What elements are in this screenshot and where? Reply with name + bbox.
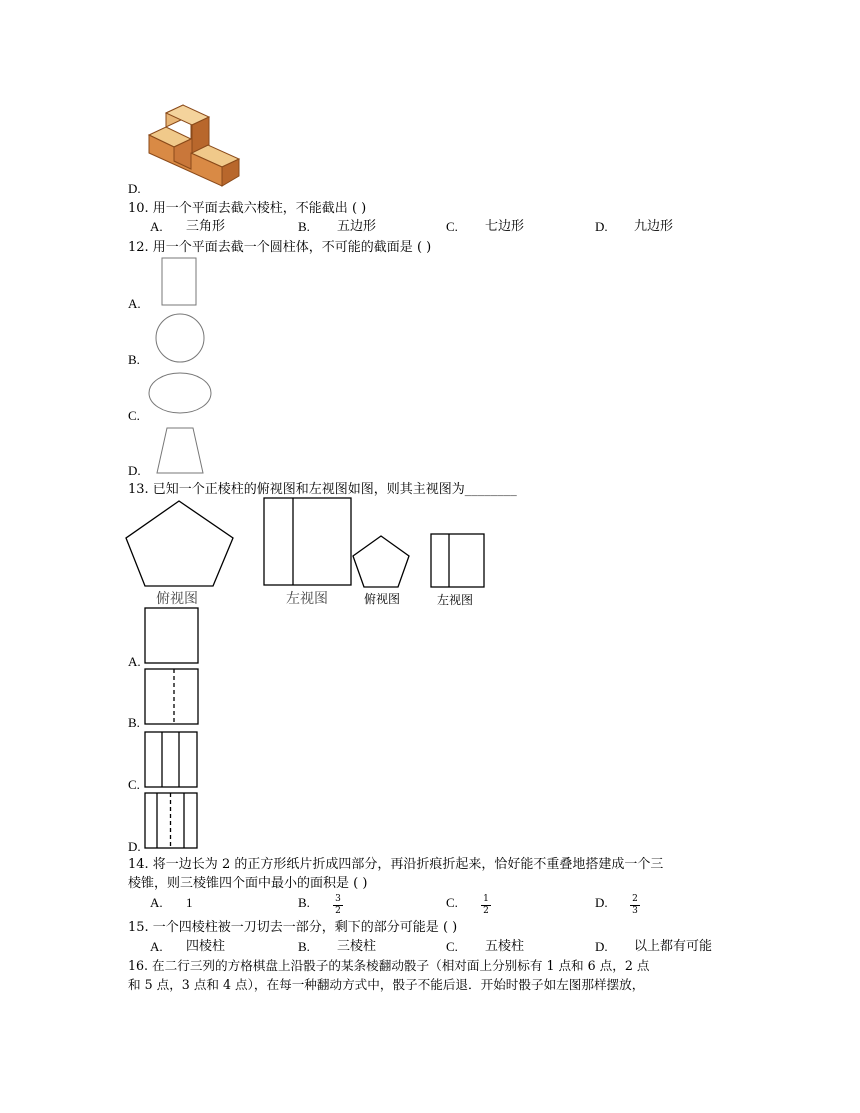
q15-stem: 15. 一个四棱柱被一刀切去一部分，剩下的部分可能是 ( ) <box>128 920 458 935</box>
q15-option-a-letter[interactable]: A. <box>150 939 163 954</box>
q14-option-b-letter[interactable]: B. <box>298 895 310 910</box>
fraction-numerator: 2 <box>632 894 638 904</box>
trapezoid-section-figure <box>155 426 215 476</box>
q10-option-b-text[interactable]: 五边形 <box>337 219 377 234</box>
q15-option-c-letter[interactable]: C. <box>446 939 458 954</box>
circle-section-figure <box>155 312 215 364</box>
q15-option-d-text[interactable]: 以上都有可能 <box>634 939 713 954</box>
q13-option-c-label[interactable]: C. <box>128 777 140 792</box>
left-view-caption-small: 左视图 <box>437 593 474 607</box>
q9-option-d-label[interactable]: D. <box>128 181 141 196</box>
q14-stem-line1: 14. 将一边长为 2 的正方形纸片折成四部分，再沿折痕折起来，恰好能不重叠地搭建成一个三 <box>128 857 664 872</box>
rectangle-section-figure <box>160 256 200 306</box>
q12-option-d-label[interactable]: D. <box>128 463 141 478</box>
q12-option-b-label[interactable]: B. <box>128 352 140 367</box>
q12-stem: 12. 用一个平面去截一个圆柱体，不可能的截面是 ( ) <box>128 240 432 255</box>
pentagon-top-view-small <box>351 534 413 590</box>
option-b-dashed-square <box>144 668 200 726</box>
q13-stem: 13. 已知一个正棱柱的俯视图和左视图如图，则其主视图为________ <box>128 482 517 497</box>
option-a-square <box>144 607 200 665</box>
q10-option-b-letter[interactable]: B. <box>298 219 310 234</box>
fraction-numerator: 1 <box>483 894 489 904</box>
q14-option-b-fraction[interactable] <box>333 895 343 916</box>
pentagon-top-view-large <box>124 498 236 590</box>
q14-option-a-letter[interactable]: A. <box>150 895 163 910</box>
q12-option-c-label[interactable]: C. <box>128 408 140 423</box>
left-view-rect-large <box>263 497 355 589</box>
q13-option-b-label[interactable]: B. <box>128 715 140 730</box>
q14-option-c-fraction[interactable] <box>481 895 491 916</box>
left-view-rect-small <box>430 533 488 591</box>
q15-option-c-text[interactable]: 五棱柱 <box>485 939 525 954</box>
q10-stem: 10. 用一个平面去截六棱柱，不能截出 ( ) <box>128 201 367 216</box>
fraction-denominator: 3 <box>632 906 638 916</box>
fraction-denominator: 2 <box>483 906 489 916</box>
q10-option-a-text[interactable]: 三角形 <box>186 219 226 234</box>
q10-option-d-letter[interactable]: D. <box>595 219 608 234</box>
q10-option-d-text[interactable]: 九边形 <box>634 219 674 234</box>
q14-stem-line2: 棱锥，则三棱锥四个面中最小的面积是 ( ) <box>128 876 368 891</box>
q10-option-c-letter[interactable]: C. <box>446 219 458 234</box>
q15-option-b-letter[interactable]: B. <box>298 939 310 954</box>
q12-option-a-label[interactable]: A. <box>128 296 141 311</box>
q13-option-d-label[interactable]: D. <box>128 839 141 854</box>
option-c-three-column-rect <box>144 731 200 789</box>
left-view-caption-large: 左视图 <box>286 591 328 607</box>
q14-option-d-letter[interactable]: D. <box>595 895 608 910</box>
q10-option-c-text[interactable]: 七边形 <box>485 219 525 234</box>
q16-stem-line1: 16. 在二行三列的方格棋盘上沿骰子的某条棱翻动骰子（相对面上分别标有 1 点和 6 点，2 点 <box>128 958 650 973</box>
q15-option-d-letter[interactable]: D. <box>595 939 608 954</box>
top-view-caption-small: 俯视图 <box>364 592 401 606</box>
q14-option-c-letter[interactable]: C. <box>446 895 458 910</box>
step-block-figure <box>145 103 245 188</box>
q14-option-a-text[interactable]: 1 <box>186 895 193 910</box>
q15-option-b-text[interactable]: 三棱柱 <box>337 939 377 954</box>
fraction-denominator: 2 <box>335 906 341 916</box>
ellipse-section-figure <box>148 372 218 418</box>
option-d-three-column-dashed-rect <box>144 792 200 850</box>
fraction-numerator: 3 <box>335 894 341 904</box>
q16-stem-line2: 和 5 点，3 点和 4 点），在每一种翻动方式中，骰子不能后退．开始时骰子如左图那样摆放， <box>128 977 645 992</box>
q13-option-a-label[interactable]: A. <box>128 654 141 669</box>
q10-option-a-letter[interactable]: A. <box>150 219 163 234</box>
q14-option-d-fraction[interactable] <box>630 895 640 916</box>
q15-option-a-text[interactable]: 四棱柱 <box>186 939 226 954</box>
top-view-caption-large: 俯视图 <box>156 591 198 607</box>
